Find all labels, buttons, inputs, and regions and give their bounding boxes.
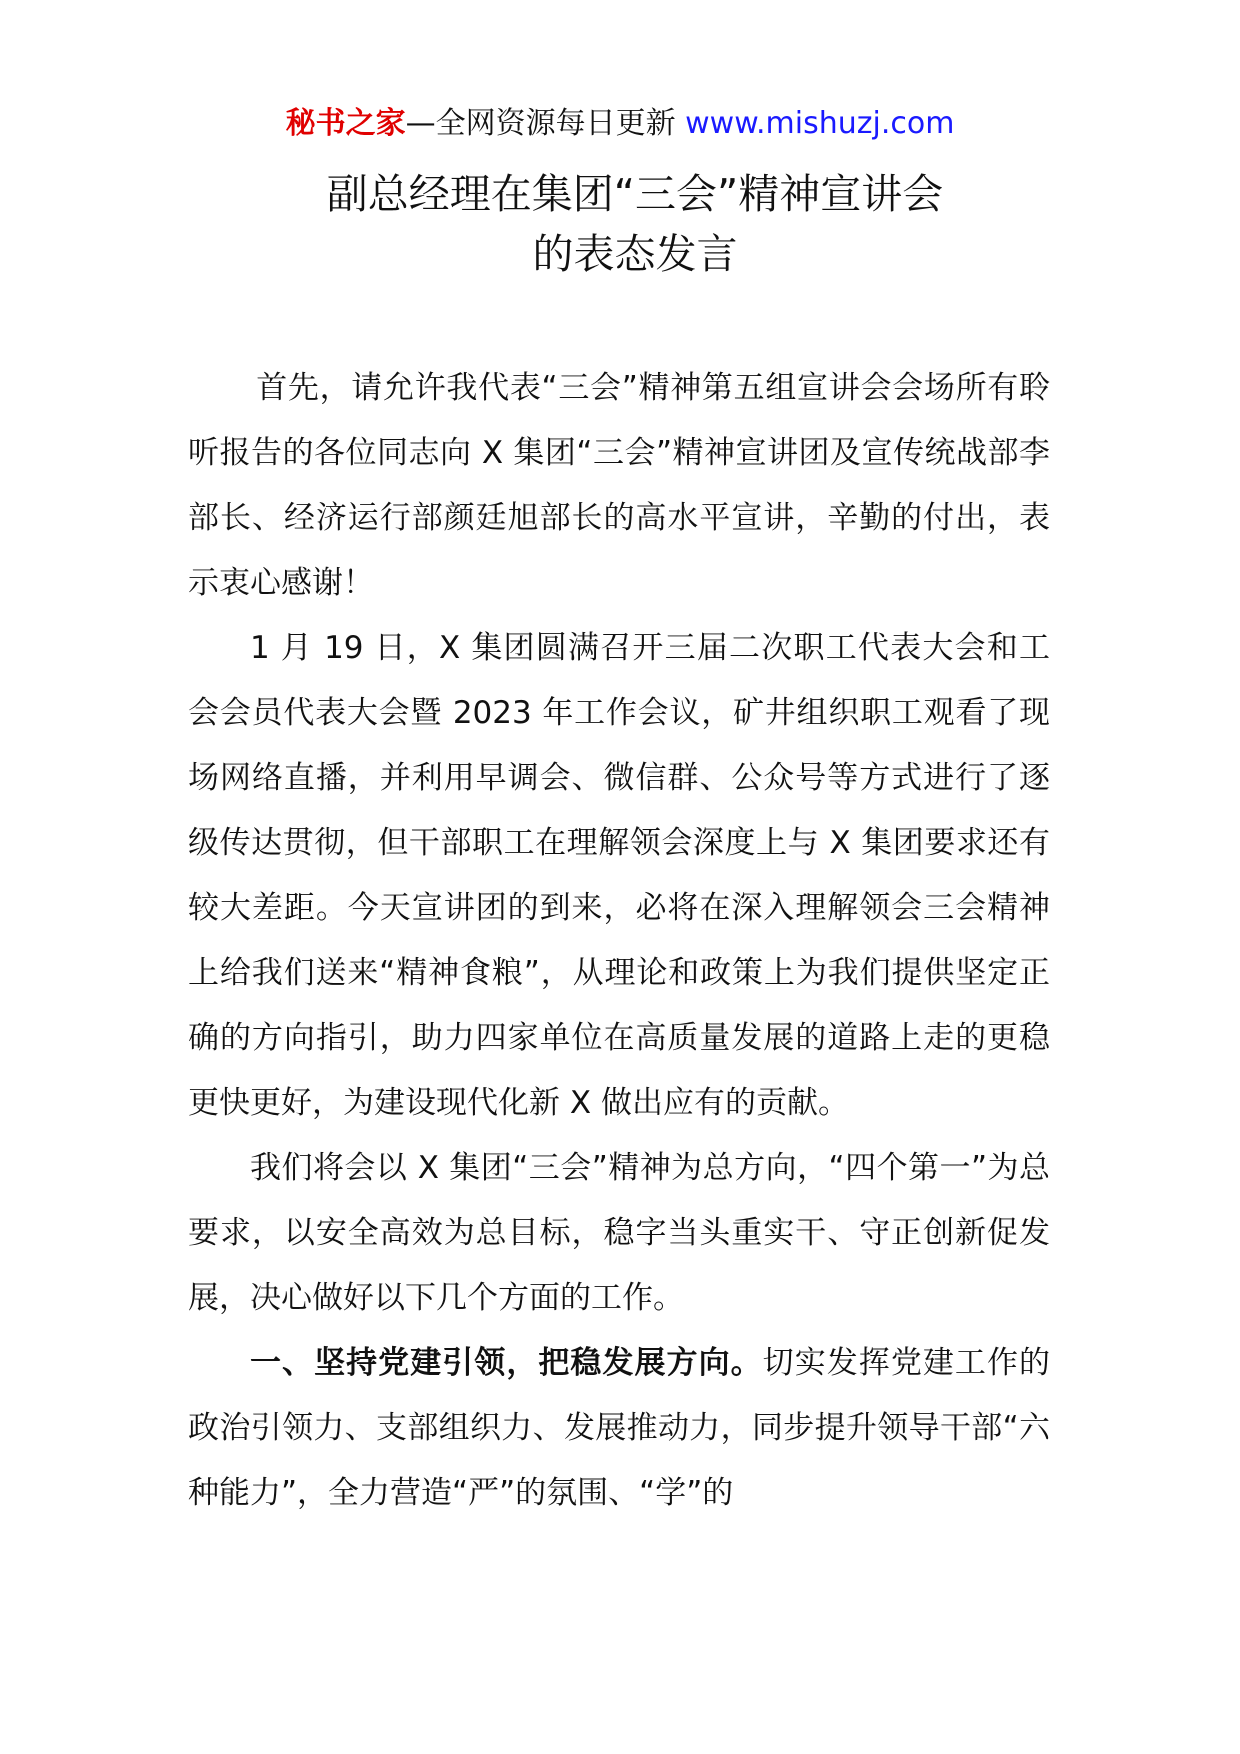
- paragraph-4: [188, 1331, 1050, 1526]
- document-body: [188, 356, 1050, 1526]
- paragraph-1: 首先，请允许我代表“三会”精神第五组宣讲会会场所有聆听报告的各位同志向 X 集团“三会”精神宣讲团及宣传统战部李部长、经济运行部颜廷旭部长的高水平宣讲，辛勤的付出，表示衷心感谢！: [188, 370, 1050, 601]
- header-tagline: —全网资源每日更新: [405, 106, 676, 141]
- paragraph-4-text: 切实发挥党建工作的政治引领力、支部组织力、发展推动力，同步提升领导干部“六种能力”，全力营造“严”的氛围、“学”的: [188, 1345, 1051, 1511]
- site-url-link[interactable]: www.mishuzj.com: [685, 106, 955, 141]
- title-line-2: 的表态发言: [532, 230, 738, 278]
- paragraph-3: 我们将会以 X 集团“三会”精神为总方向，“四个第一”为总要求，以安全高效为总目标，稳字当头重实干、守正创新促发展，决心做好以下几个方面的工作。: [188, 1150, 1050, 1316]
- paragraph-2: 1 月 19 日，X 集团圆满召开三届二次职工代表大会和工会会员代表大会暨 2023 年工作会议，矿井组织职工观看了现场网络直播，并利用早调会、微信群、公众号等方式进行了逐级传达贯彻，但干部职工在理解领会深度上与 X 集团要求还有较大差距。今天宣讲团的到来，必将在深入理解领会三会精神上给我们送来“精神食粮”，从理论和政策上为我们提供坚定正确的方向指引，助力四家单位在高质量发展的道路上走的更稳更快更好，为建设现代化新 X 做出应有的贡献。: [188, 630, 1050, 1121]
- brand-name: 秘书之家: [285, 106, 406, 141]
- document-title: [185, 164, 1085, 284]
- title-line-1: 副总经理在集团“三会”精神宣讲会: [326, 170, 944, 218]
- section-heading-1: 一、坚持党建引领，把稳发展方向。: [250, 1345, 763, 1381]
- site-header: [0, 102, 1240, 146]
